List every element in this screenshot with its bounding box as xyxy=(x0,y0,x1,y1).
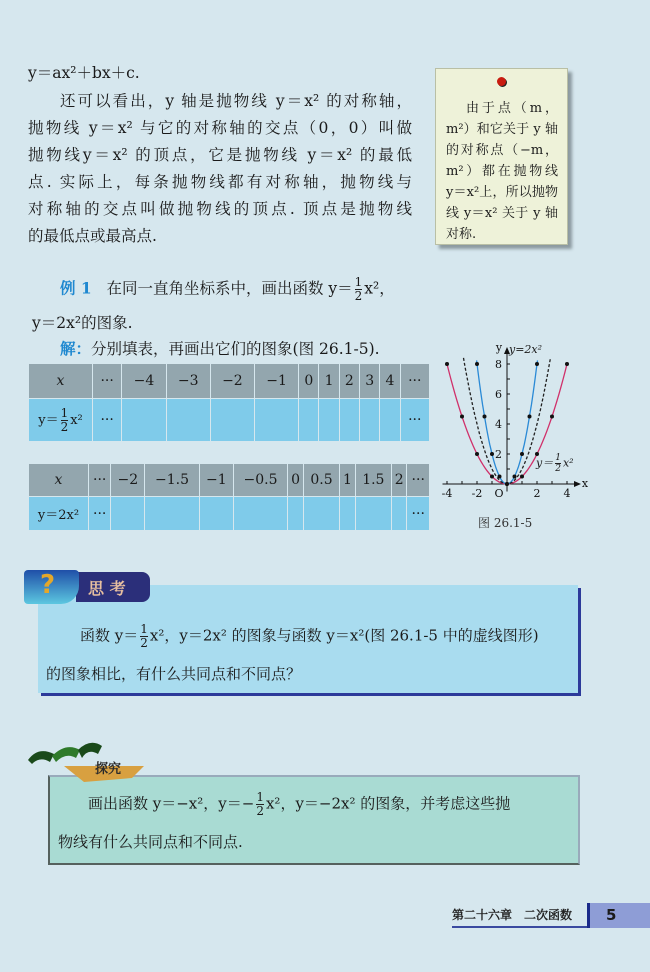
think-text: x²，y＝2x² 的图象与函数 y＝x²(图 26.1-5 中的虚线图形) xyxy=(149,626,539,645)
numerator: 1 xyxy=(60,405,69,420)
table-cell: ··· xyxy=(407,464,430,497)
y-tick-label: 2 xyxy=(495,448,502,461)
note-line: 对称. xyxy=(446,227,477,242)
fraction xyxy=(140,623,148,650)
think-text: 函数 y＝ xyxy=(80,626,139,645)
chapter-title: 第二十六章 二次函数 xyxy=(452,908,573,922)
table-cell: −2 xyxy=(111,464,145,497)
table-cell: −4 xyxy=(122,364,166,399)
data-point xyxy=(445,362,449,366)
data-point xyxy=(528,415,532,419)
table-cell: −0.5 xyxy=(233,464,288,497)
x-tick-label: 2 xyxy=(533,487,541,500)
table-header: y＝2x² xyxy=(29,497,89,531)
table-cell: 0.5 xyxy=(303,464,339,497)
footer-rule xyxy=(452,926,587,928)
series-label-half-x2 xyxy=(536,453,574,474)
x-axis-label: x xyxy=(581,477,589,490)
table-cell: −1 xyxy=(255,364,299,399)
table-cell: 1.5 xyxy=(355,464,391,497)
page-number: 5 xyxy=(590,903,650,928)
paragraph-line: y＝ax²＋bx＋c. xyxy=(28,64,140,82)
table-cell: ··· xyxy=(93,364,122,399)
data-point xyxy=(565,362,569,366)
think-header xyxy=(24,570,152,604)
explore-text: x²，y＝−2x² 的图象，并考虑这些抛 xyxy=(265,794,511,813)
data-point xyxy=(490,452,494,456)
table-cell: 1 xyxy=(319,364,339,399)
paragraph-line: 的最低点或最高点. xyxy=(28,227,157,245)
think-line xyxy=(80,623,539,650)
paragraph-line: 抛物线y＝x² 的顶点，它是抛物线 y＝x² 的最低 xyxy=(28,146,412,164)
data-point xyxy=(520,452,524,456)
series-label-2x2: y=2x² xyxy=(509,343,543,356)
label-text: y＝ xyxy=(38,412,59,428)
solution-text: 分别填表，再画出它们的图象(图 26.1-5). xyxy=(91,340,380,358)
table-cell: 3 xyxy=(360,364,380,399)
explore-line xyxy=(88,791,510,818)
numerator: 1 xyxy=(555,453,561,463)
note-line: y＝x²上，所以抛物 xyxy=(446,185,558,200)
table-cell: 0 xyxy=(288,464,303,497)
explore-line-2: 物线有什么共同点和不同点. xyxy=(58,833,243,851)
note-line: 的对称点（−m， xyxy=(446,143,558,158)
data-point xyxy=(535,362,539,366)
table-header: x xyxy=(29,364,93,399)
paragraph-line: 抛物线 y＝x² 与它的对称轴的交点（0，0）叫做 xyxy=(28,119,412,137)
paragraph-line: 还可以看出，y 轴是抛物线 y＝x² 的对称轴， xyxy=(60,92,412,110)
x-tick-label: 4 xyxy=(563,487,571,500)
x-tick-label: -2 xyxy=(471,487,483,500)
example-label: 例 1 xyxy=(60,278,92,298)
table-cell: 2 xyxy=(339,364,359,399)
note-line: m²）都在抛物线 xyxy=(446,164,558,179)
think-title: 思 考 xyxy=(88,579,126,598)
table-cell: 0 xyxy=(299,364,319,399)
table-cell: ··· xyxy=(89,497,111,531)
paragraph-line: 对称轴的交点叫做抛物线的顶点. 顶点是抛物线 xyxy=(28,200,412,218)
denominator: 2 xyxy=(60,419,69,434)
table-cell: ··· xyxy=(407,497,430,531)
data-point xyxy=(520,475,524,479)
table-cell: 2 xyxy=(391,464,406,497)
table-cell: −3 xyxy=(166,364,210,399)
note-line: 由于点（m， xyxy=(466,101,558,116)
data-point xyxy=(513,475,517,479)
label-text: x² xyxy=(70,412,83,428)
table-cell: −1.5 xyxy=(145,464,200,497)
solution-label: 解： xyxy=(60,339,92,358)
denominator: 2 xyxy=(140,636,148,650)
label-text: y＝ xyxy=(536,456,554,470)
explore-title: 探究 xyxy=(95,762,122,777)
table-cell: 4 xyxy=(380,364,400,399)
example-text: x²， xyxy=(364,279,395,298)
table-cell: −2 xyxy=(210,364,254,399)
data-point xyxy=(483,415,487,419)
fraction xyxy=(555,453,561,474)
y-tick-label: 4 xyxy=(495,418,502,431)
question-mark-icon: ? xyxy=(24,570,79,604)
table-cell: −1 xyxy=(199,464,233,497)
x-tick-label: -4 xyxy=(441,487,453,500)
table-cell: 1 xyxy=(340,464,355,497)
data-point xyxy=(475,362,479,366)
y-tick-label: 8 xyxy=(495,358,502,371)
example-line-2: y＝2x²的图象. xyxy=(32,314,133,332)
numerator: 1 xyxy=(354,275,363,289)
y-axis-label: y xyxy=(495,341,503,354)
table-cell: ··· xyxy=(400,399,429,442)
x-axis-arrow xyxy=(574,481,581,487)
data-point xyxy=(475,452,479,456)
data-point xyxy=(490,475,494,479)
data-point xyxy=(460,415,464,419)
data-point xyxy=(505,482,509,486)
example-text: 在同一直角坐标系中，画出函数 y＝ xyxy=(106,279,353,298)
label-text: x² xyxy=(562,456,574,470)
table-cell: ··· xyxy=(93,399,122,442)
denominator: 2 xyxy=(555,464,561,474)
denominator: 2 xyxy=(256,804,264,818)
figure-caption: 图 26.1-5 xyxy=(478,516,533,530)
data-point xyxy=(498,475,502,479)
numerator: 1 xyxy=(140,622,148,636)
note-line: 线 y＝x² 关于 y 轴 xyxy=(446,206,558,221)
y-tick-label: 6 xyxy=(495,388,502,401)
numerator: 1 xyxy=(256,790,264,804)
explore-text: 画出函数 y＝−x²，y＝− xyxy=(88,794,255,813)
origin-label: O xyxy=(494,487,504,500)
table-cell: ··· xyxy=(89,464,111,497)
table-cell: ··· xyxy=(400,364,429,399)
think-line-2: 的图象相比，有什么共同点和不同点？ xyxy=(46,665,302,683)
note-line: m²）和它关于 y 轴 xyxy=(446,122,558,137)
data-point xyxy=(550,415,554,419)
explore-arrows-icon xyxy=(24,738,149,783)
table-header: x xyxy=(29,464,89,497)
explore-box xyxy=(48,775,580,865)
fraction xyxy=(256,791,264,818)
paragraph-line: 点. 实际上，每条抛物线都有对称轴，抛物线与 xyxy=(28,173,412,191)
denominator: 2 xyxy=(354,289,363,303)
